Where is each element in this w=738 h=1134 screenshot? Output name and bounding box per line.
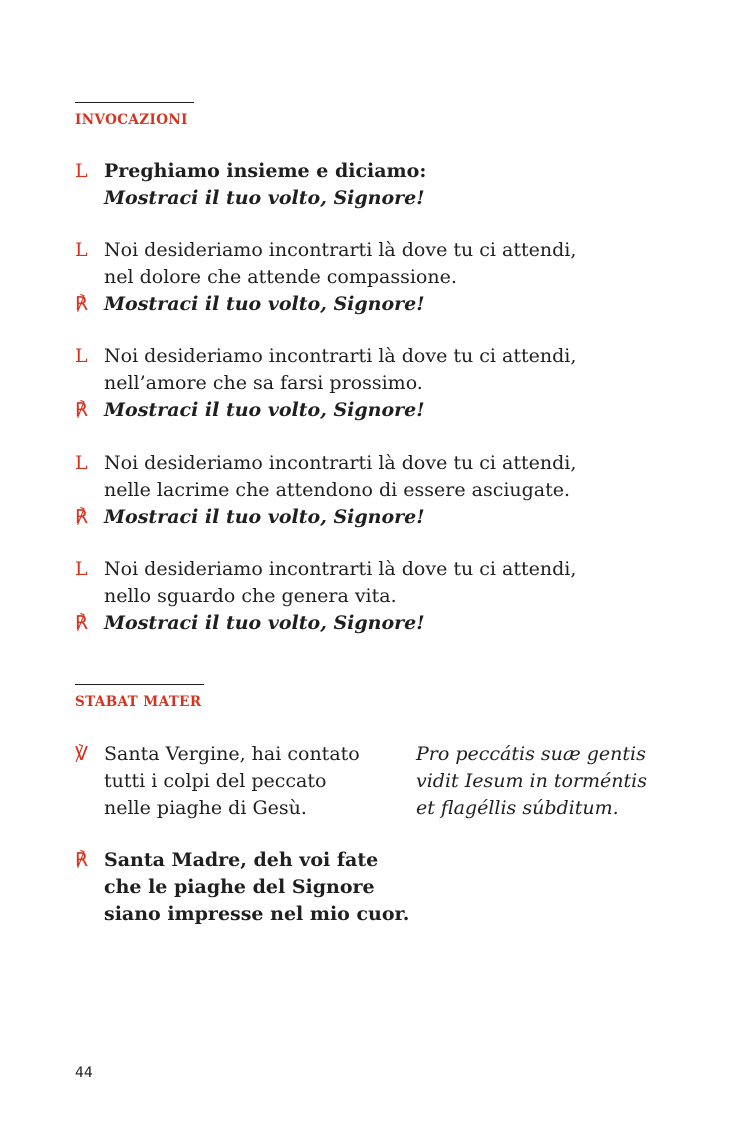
lector-marker: L (75, 239, 88, 261)
invocation-line: nel dolore che attende compassione. (104, 266, 457, 288)
invocation-response: Mostraci il tuo volto, Signore! (104, 293, 425, 315)
lector-marker: L (75, 160, 88, 182)
intro-line: Preghiamo insieme e diciamo: (104, 160, 427, 182)
invocation-line: Noi desideriamo incontrarti là dove tu ci attendi, (104, 239, 577, 261)
intro-response: Mostraci il tuo volto, Signore! (104, 187, 425, 209)
invocation-line: nelle lacrime che attendono di essere asciugate. (104, 479, 571, 501)
stabat-response-line: che le piaghe del Signore (104, 876, 375, 898)
lector-marker: L (75, 452, 88, 474)
section-title-invocazioni: INVOCAZIONI (75, 112, 188, 128)
response-marker: ℟ (75, 849, 88, 871)
lector-marker: L (75, 345, 88, 367)
lector-marker: L (75, 558, 88, 580)
verse-line: Santa Vergine, hai contato (104, 743, 360, 765)
latin-line: et flagéllis súbditum. (416, 797, 619, 819)
stabat-response-line: siano impresse nel mio cuor. (104, 903, 410, 925)
page-number: 44 (75, 1065, 93, 1081)
section-title-stabat-mater: STABAT MATER (75, 694, 202, 710)
section-rule (75, 102, 194, 103)
stabat-response-line: Santa Madre, deh voi fate (104, 849, 379, 871)
invocation-line: Noi desideriamo incontrarti là dove tu ci attendi, (104, 345, 577, 367)
invocation-response: Mostraci il tuo volto, Signore! (104, 612, 425, 634)
response-marker: ℟ (75, 293, 88, 315)
invocation-response: Mostraci il tuo volto, Signore! (104, 506, 425, 528)
latin-line: vidit Iesum in torméntis (416, 770, 647, 792)
section-rule (75, 684, 204, 685)
invocation-line: Noi desideriamo incontrarti là dove tu ci attendi, (104, 452, 577, 474)
invocation-response: Mostraci il tuo volto, Signore! (104, 399, 425, 421)
latin-line: Pro peccátis suæ gentis (416, 743, 646, 765)
response-marker: ℟ (75, 506, 88, 528)
invocation-line: nell’amore che sa farsi prossimo. (104, 372, 423, 394)
response-marker: ℟ (75, 399, 88, 421)
invocation-line: nello sguardo che genera vita. (104, 585, 397, 607)
response-marker: ℟ (75, 612, 88, 634)
versicle-marker: ℣ (75, 743, 88, 765)
verse-line: nelle piaghe di Gesù. (104, 797, 307, 819)
verse-line: tutti i colpi del peccato (104, 770, 327, 792)
invocation-line: Noi desideriamo incontrarti là dove tu ci attendi, (104, 558, 577, 580)
